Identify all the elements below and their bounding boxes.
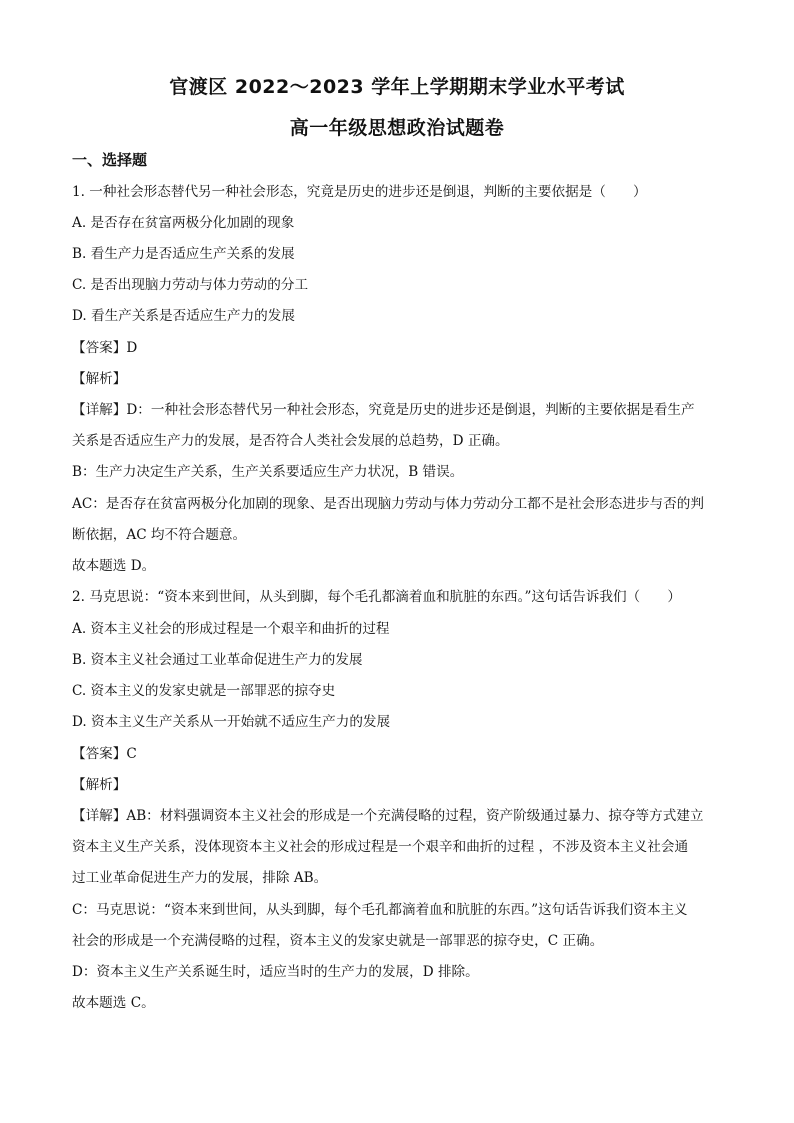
question-2-option-b: B. 资本主义社会通过工业革命促进生产力的发展 <box>72 652 363 668</box>
question-2-detail-line: 过工业革命促进生产力的发展，排除 AB。 <box>72 870 328 886</box>
question-1-option-b: B. 看生产力是否适应生产关系的发展 <box>72 246 295 262</box>
question-2-option-c: C. 资本主义的发家史就是一部罪恶的掠夺史 <box>72 683 336 699</box>
question-1-detail-line: AC：是否存在贫富两极分化加剧的现象、是否出现脑力劳动与体力劳动分工都不是社会形态进步与否的判 <box>72 496 704 512</box>
question-1-option-a: A. 是否存在贫富两极分化加剧的现象 <box>72 215 295 231</box>
question-1-analysis-label: 【解析】 <box>72 371 127 387</box>
question-1-conclusion: 故本题选 D。 <box>72 558 156 574</box>
question-1-detail-line: B：生产力决定生产关系，生产关系要适应生产力状况，B 错误。 <box>72 464 464 480</box>
question-1-detail-line: 关系是否适应生产力的发展，是否符合人类社会发展的总趋势，D 正确。 <box>72 433 509 449</box>
question-2-conclusion: 故本题选 C。 <box>72 995 155 1011</box>
question-2-detail-line: C：马克思说：“资本来到世间，从头到脚，每个毛孔都滴着血和肮脏的东西。”这句话告诉我们资本主义 <box>72 902 688 918</box>
question-2-option-a: A. 资本主义社会的形成过程是一个艰辛和曲折的过程 <box>72 621 390 637</box>
question-1-detail-line: 【详解】D：一种社会形态替代另一种社会形态，究竟是历史的进步还是倒退，判断的主要依据是看生产 <box>72 402 695 418</box>
question-2-option-d: D. 资本主义生产关系从一开始就不适应生产力的发展 <box>72 714 391 730</box>
question-2-detail-line: 社会的形成是一个充满侵略的过程，资本主义的发家史就是一部罪恶的掠夺史，C 正确。 <box>72 933 604 949</box>
question-1-option-d: D. 看生产关系是否适应生产力的发展 <box>72 308 295 324</box>
question-2-detail-line: 资本主义生产关系，没体现资本主义社会的形成过程是一个艰辛和曲折的过程 ，不涉及资本主义社会通 <box>72 839 689 855</box>
question-1-stem: 1. 一种社会形态替代另一种社会形态，究竟是历史的进步还是倒退，判断的主要依据是（ ） <box>72 184 647 200</box>
question-2-analysis-label: 【解析】 <box>72 777 127 793</box>
question-2-stem: 2. 马克思说：“资本来到世间，从头到脚，每个毛孔都滴着血和肮脏的东西。”这句话告诉我们（ ） <box>72 589 681 605</box>
exam-title: 官渡区 2022～2023 学年上学期期末学业水平考试 <box>169 76 625 98</box>
question-1-answer: 【答案】D <box>72 340 138 356</box>
question-1-option-c: C. 是否出现脑力劳动与体力劳动的分工 <box>72 277 309 293</box>
question-2-detail-line: 【详解】AB：材料强调资本主义社会的形成是一个充满侵略的过程，资产阶级通过暴力、掠夺等方式建立 <box>72 808 704 824</box>
section-heading: 一、选择题 <box>72 151 148 169</box>
question-1-detail-line: 断依据，AC 均不符合题意。 <box>72 527 247 543</box>
question-2-answer: 【答案】C <box>72 746 137 762</box>
question-2-detail-line: D：资本主义生产关系诞生时，适应当时的生产力的发展，D 排除。 <box>72 964 479 980</box>
exam-subtitle: 高一年级思想政治试题卷 <box>289 117 505 139</box>
